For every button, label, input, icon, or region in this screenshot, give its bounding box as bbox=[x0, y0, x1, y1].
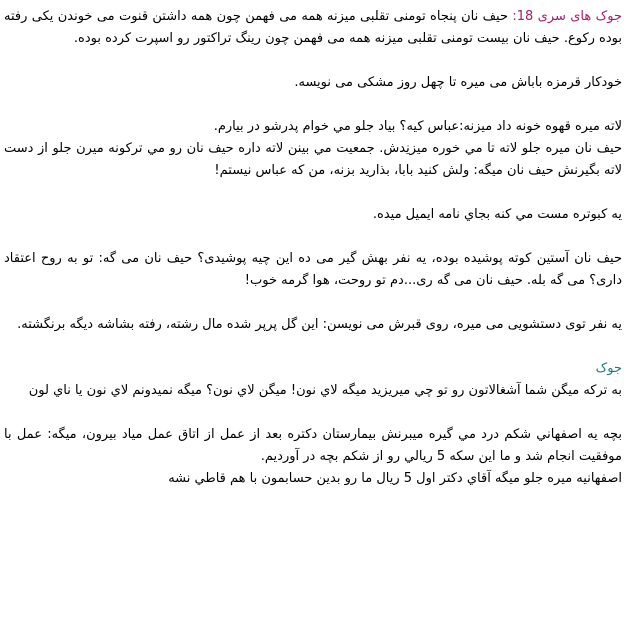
joke-text: یه کبوتره مست مي کنه بجاي نامه ایمیل میده. bbox=[372, 207, 622, 222]
joke-text: یه نفر توی دستشویی می میره، روی قبرش می نویسن: این گل پرپر شده مال رشته، رفته بشاشه دیگه برنگشته. bbox=[17, 317, 622, 332]
joke-text: حیف نان میره جلو لاته تا مي خوره میزنِدش. جمعیت مي بینن لاته داره حیف نان رو مي ترکونه میرن جلو از دست لاته بگیرنش حیف نان میگه: ولش کنید بابا، بذارید بزنه، من که عباس نیستم! bbox=[4, 141, 622, 178]
joke-paragraph bbox=[4, 380, 622, 402]
article-body bbox=[4, 6, 622, 490]
joke-paragraph bbox=[4, 424, 622, 490]
joke-text: حیف نان پنجاه تومنی تقلبی میزنه همه می فهمن چون همه داشتن قنوت می خوندن یکی رفته بوده رکوع. حیف نان بیست تومنی تقلبی میزنه همه می فهمن چون رینگ تراکتور رو اسپرت کرده بوده. bbox=[4, 9, 622, 46]
joke-paragraph bbox=[4, 6, 622, 50]
joke-paragraph bbox=[4, 314, 622, 336]
joke-text: حیف نان آستین کوته پوشیده بوده، یه نفر بهش گیر می ده این چیه پوشیدی؟ حیف نان می گه: تو به روح اعتقاد داری؟ می گه بله. حیف نان می گه ری...دم تو روحت، هوا گرمه خوب! bbox=[4, 251, 622, 288]
joke-paragraph bbox=[4, 204, 622, 226]
section-heading: جوک bbox=[595, 361, 622, 376]
joke-text: به ترکه میگن شما آشغالاتون رو تو چي میریزید میگه لاي نون! میگن لاي نون؟ میگه نمیدونم لاي نون یا ناي لون bbox=[28, 383, 622, 398]
joke-text: اصفهانیه میره جلو میگه آقاي دکتر اول 5 ریال ما رو بدین حسابمون با هم قاطي نشه bbox=[168, 471, 622, 486]
joke-paragraph bbox=[4, 72, 622, 94]
joke-text: خودکار قرمزه باباش می میره تا چهل روز مشکی می نویسه. bbox=[294, 75, 622, 90]
joke-paragraph bbox=[4, 116, 622, 182]
joke-text: لاته میره قهوه خونه داد میزنه:عباس کیه؟ بیاد جلو مي خوام پدرشو در بیارم. bbox=[213, 119, 622, 134]
series-title: جوک های سری 18: bbox=[512, 9, 622, 24]
joke-text: بچه یه اصفهاني شکم درد مي گیره میبرنش بیمارستان دکتره بعد از عمل از اتاق عمل میاد بیرون، میگه: عمل با موفقیت انجام شد و ما این سکه 5 ریالي رو از شکم بچه در آوردیم. bbox=[4, 427, 622, 464]
joke-paragraph bbox=[4, 248, 622, 292]
